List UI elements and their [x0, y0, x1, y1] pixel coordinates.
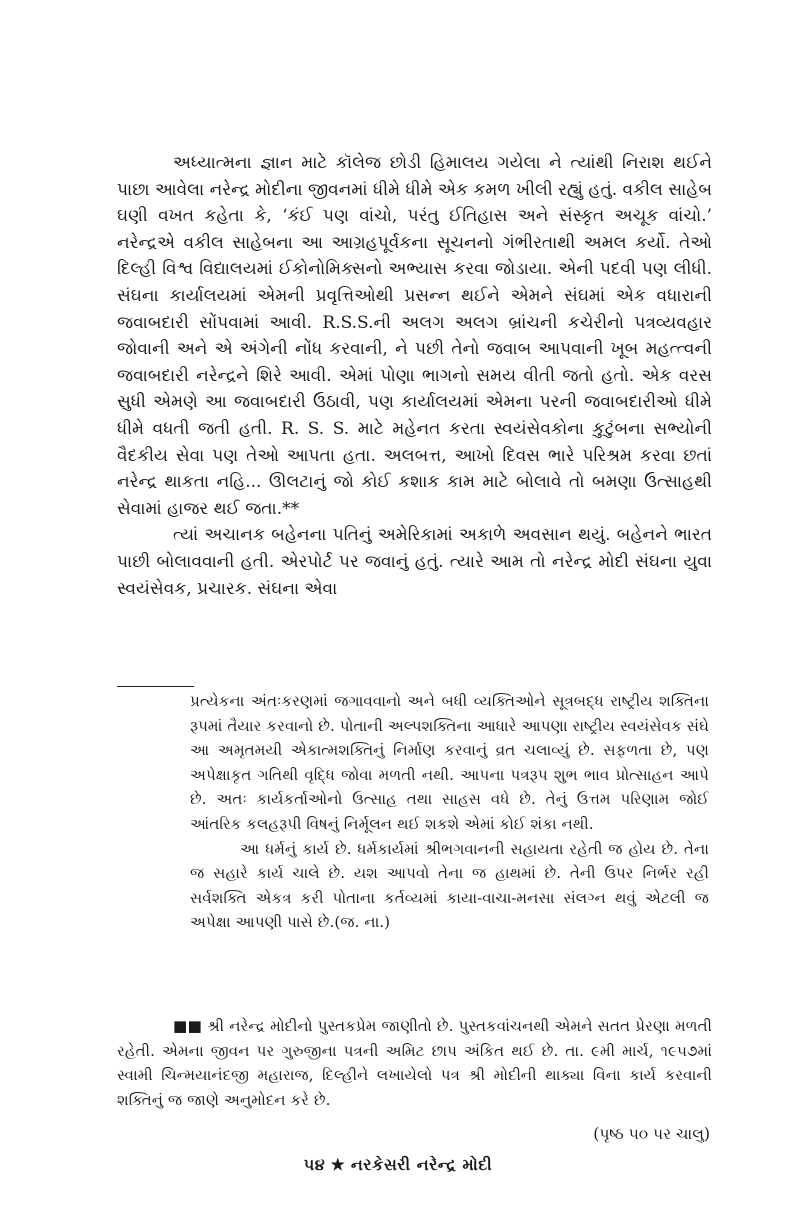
page-number: ૫૪ [303, 1155, 326, 1174]
footnote-marker-squares: ■■ [173, 1017, 203, 1035]
footnote-double-star-text: શ્રી નરેન્દ્ર મોદીનો પુસ્તકપ્રેમ જાણીતો છે. પુસ્તકવાંચનથી એમને સતત પ્રેરણા મળતી રહેતી. એમના જીવન પર ગુરુજીના પત્રની અમિટ છાપ અંકિત થઈ છે. તા. ૯મી માર્ચ, ૧૯૫૭માં સ્વામી ચિન્મયાનંદજી મહારાજ, દિલ્હીને લખાયેલો પત્ર શ્રી મોદીની થાક્યા વિના કાર્ય કરવાની શક્તિનું જ જાણે અનુમોદન કરે છે. [117, 1017, 713, 1109]
page-footer [0, 1155, 796, 1175]
running-book-title: નરકેસરી નરેન્દ્ર મોદી [350, 1155, 493, 1174]
footnote-signature: (જ. ના.) [334, 913, 391, 932]
footnote-continued-paragraph-2-text: આ ધર્મનું કાર્ય છે. ધર્મકાર્યમાં શ્રીભગવાનની સહાયતા રહેતી જ હોય છે. તેના જ સહારે કાર્ય ચાલે છે. યશ આપવો તેના જ હાથમાં છે. તેની ઉપર નિર્ભર રહી સર્વશક્તિ એકત્ર કરી પોતાના કર્તવ્યમાં કાયા-વાચા-મનસા સંલગ્ન થવું એટલી જ અપેક્ષા આપણી પાસે છે. [190, 839, 709, 932]
footnote-double-star-block [117, 1014, 712, 1112]
main-paragraph-2: ત્યાં અચાનક બહેનના પતિનું અમેરિકામાં અકાળે અવસાન થયું. બહેનને ભારત પાછી બોલાવવાની હતી. એરપોર્ટ પર જવાનું હતું. ત્યારે આમ તો નરેન્દ્ર મોદી સંઘના યુવા સ્વયંસેવક, પ્રચારક. સંઘના એવા [117, 525, 712, 599]
star-icon: ★ [331, 1155, 345, 1174]
main-text-body [117, 150, 712, 602]
main-paragraph-1: અધ્યાત્મના જ્ઞાન માટે કૉલેજ છોડી હિમાલય ગયેલા ને ત્યાંથી નિરાશ થઈને પાછા આવેલા નરેન્દ્ર મોદીના જીવનમાં ધીમે ધીમે એક કમળ ખીલી રહ્યું હતું. વકીલ સાહેબ ઘણી વખત કહેતા કે, ‘કંઈ પણ વાંચો, પરંતુ ઈતિહાસ અને સંસ્કૃત અચૂક વાંચો.’ નરેન્દ્રએ વકીલ સાહેબના આ આગ્રહપૂર્વકના સૂચનનો ગંભીરતાથી અમલ કર્યો. તેઓ દિલ્હી વિશ્વ વિદ્યાલયમાં ઈકોનોમિક્સનો અભ્યાસ કરવા જોડાયા. એની પદવી પણ લીધી. સંઘના કાર્યાલયમાં એમની પ્રવૃત્તિઓથી પ્રસન્ન થઈને એમને સંઘમાં એક વધારાની જવાબદારી સોંપવામાં આવી. R.S.S.ની અલગ અલગ બ્રાંચની કચેરીનો પત્રવ્યવહાર જોવાની અને એ અંગેની નોંધ કરવાની, ને પછી તેનો જવાબ આપવાની ખૂબ મહત્ત્વની જવાબદારી નરેન્દ્રને શિરે આવી. એમાં પોણા ભાગનો સમય વીતી જતો હતો. એક વરસ સુધી એમણે આ જવાબદારી ઉઠાવી, પણ કાર્યાલયમાં એમના પરની જવાબદારીઓ ધીમે ધીમે વધતી જતી હતી. R. S. S. માટે મહેનત કરતા સ્વયંસેવકોના કુટુંબના સભ્યોની વૈદકીય સેવા પણ તેઓ આપતા હતા. અલબત્ત, આખો દિવસ ભારે પરિશ્રમ કરવા છતાં નરેન્દ્ર થાકતા નહિ... ઊલટાનું જો કોઈ કશાક કામ માટે બોલાવે તો બમણા ઉત્સાહથી સેવામાં હાજર થઈ જતા.** [117, 153, 712, 519]
footnote-continued-block [190, 689, 709, 935]
footnote-separator-rule [117, 686, 194, 687]
footnote-continued-paragraph-2 [190, 837, 709, 935]
continuation-note: (પૃષ્ઠ ૫૦ પર ચાલુ) [593, 1125, 710, 1143]
footnote-double-star-paragraph [117, 1014, 712, 1112]
footnote-continued-paragraph-1: પ્રત્યેકના અંતઃકરણમાં જગાવવાનો અને બધી વ્યક્તિઓને સૂત્રબદ્ધ રાષ્ટ્રીય શક્તિના રૂપમાં તૈયાર કરવાનો છે. પોતાની અલ્પશક્તિના આધારે આપણા રાષ્ટ્રીય સ્વયંસેવક સંઘે આ અમૃતમયી એકાત્મશક્તિનું નિર્માણ કરવાનું વ્રત ચલાવ્યું છે. સફળતા છે, પણ અપેક્ષાકૃત ગતિથી વૃદ્ધિ જોવા મળતી નથી. આપના પત્રરૂપ શુભ ભાવ પ્રોત્સાહન આપે છે. અતઃ કાર્યકર્તાઓનો ઉત્સાહ તથા સાહસ વધે છે. તેનું ઉત્તમ પરિણામ જોઈ આંતરિક કલહરૂપી વિષનું નિર્મૂલન થઈ શકશે એમાં કોઈ શંકા નથી. [190, 692, 709, 833]
